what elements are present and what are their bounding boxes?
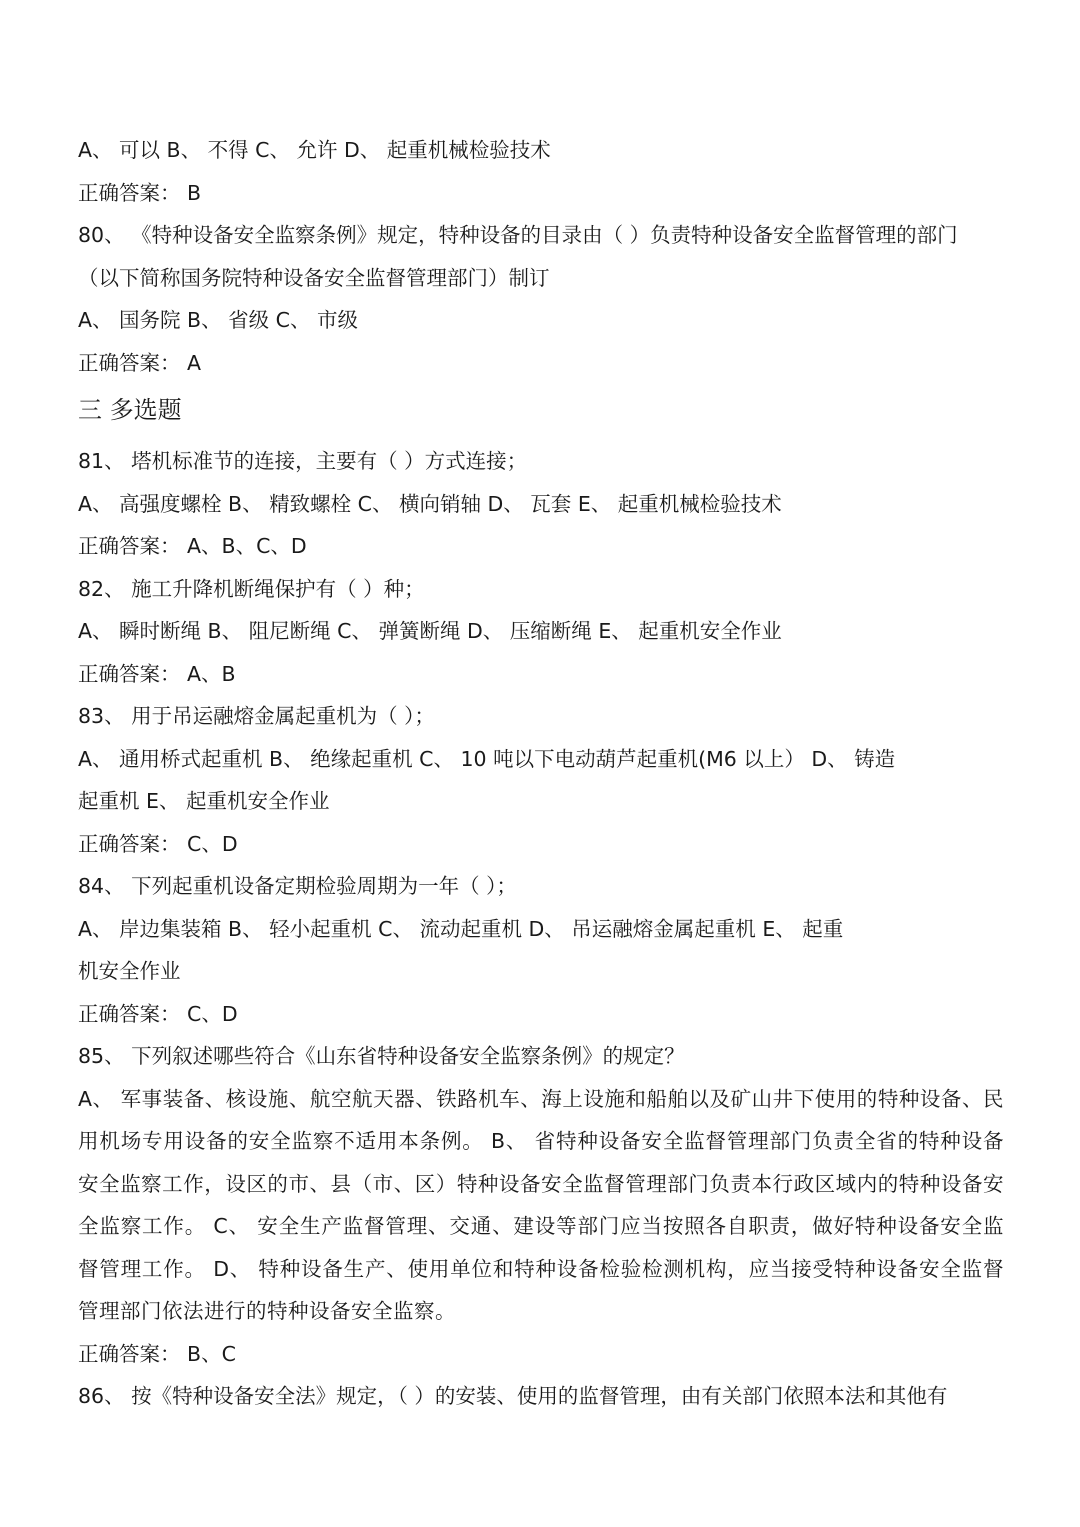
q84-answer: 正确答案： C、D	[78, 1001, 238, 1026]
q80-question-line1: 80、 《特种设备安全监察条例》规定，特种设备的目录由（ ）负责特种设备安全监督管理的部门	[78, 223, 958, 247]
q82-options: A、 瞬时断绳 B、 阻尼断绳 C、 弹簧断绳 D、 压缩断绳 E、 起重机安全作业	[78, 619, 782, 643]
q79-options: A、 可以 B、 不得 C、 允许 D、 起重机械检验技术	[78, 138, 551, 162]
q83-options-line1: A、 通用桥式起重机 B、 绝缘起重机 C、 10 吨以下电动葫芦起重机(M6 以上） D、 铸造	[78, 746, 896, 771]
q85-options-paragraph: A、 军事装备、核设施、航空航天器、铁路机车、海上设施和船舶以及矿山井下使用的特种设备、民用机场专用设备的安全监察不适用本条例。 B、 省特种设备安全监督管理部门负责全省的特种设备安全监察工作，设区的市、县（市、区）特种设备安全监督管理部门负责本行政区域内的特种设备安全监察工作。 C、 安全生产监督管理、交通、建设等部门应当按照各自职责，做好特种设备安全监督管理工作。 D、 特种设备生产、使用单位和特种设备检验检测机构，应当接受特种设备安全监督管理部门依法进行的特种设备安全监察。	[78, 1086, 1004, 1323]
q83-question: 83、 用于吊运融熔金属起重机为（ ）；	[78, 704, 435, 728]
q79-answer: 正确答案： B	[78, 180, 202, 205]
q84-options-line1: A、 岸边集装箱 B、 轻小起重机 C、 流动起重机 D、 吊运融熔金属起重机 E、 起重	[78, 916, 844, 941]
q81-answer: 正确答案： A、B、C、D	[78, 534, 307, 558]
q82-answer: 正确答案： A、B	[78, 661, 236, 686]
q85-question: 85、 下列叙述哪些符合《山东省特种设备安全监察条例》的规定？	[78, 1044, 685, 1068]
q80-answer: 正确答案： A	[78, 350, 202, 375]
q86-question-line1: 86、 按《特种设备安全法》规定，（ ）的安装、使用的监督管理，由有关部门依照本法和其他有	[78, 1384, 948, 1408]
document-page	[78, 129, 1004, 1418]
q84-options-line2: 机安全作业	[78, 959, 181, 983]
q85-answer: 正确答案： B、C	[78, 1341, 236, 1366]
q81-question: 81、 塔机标准节的连接，主要有（ ）方式连接；	[78, 449, 528, 473]
section-heading-multiple-choice: 三 多选题	[78, 396, 182, 424]
q80-options: A、 国务院 B、 省级 C、 市级	[78, 308, 358, 332]
q83-answer: 正确答案： C、D	[78, 831, 238, 856]
q84-question: 84、 下列起重机设备定期检验周期为一年（ ）；	[78, 874, 517, 898]
q83-options-line2: 起重机 E、 起重机安全作业	[78, 789, 330, 813]
q81-options: A、 高强度螺栓 B、 精致螺栓 C、 横向销轴 D、 瓦套 E、 起重机械检验技术	[78, 491, 782, 516]
q82-question: 82、 施工升降机断绳保护有（ ）种；	[78, 576, 425, 601]
q80-question-line2: （以下简称国务院特种设备安全监督管理部门）制订	[78, 265, 550, 290]
